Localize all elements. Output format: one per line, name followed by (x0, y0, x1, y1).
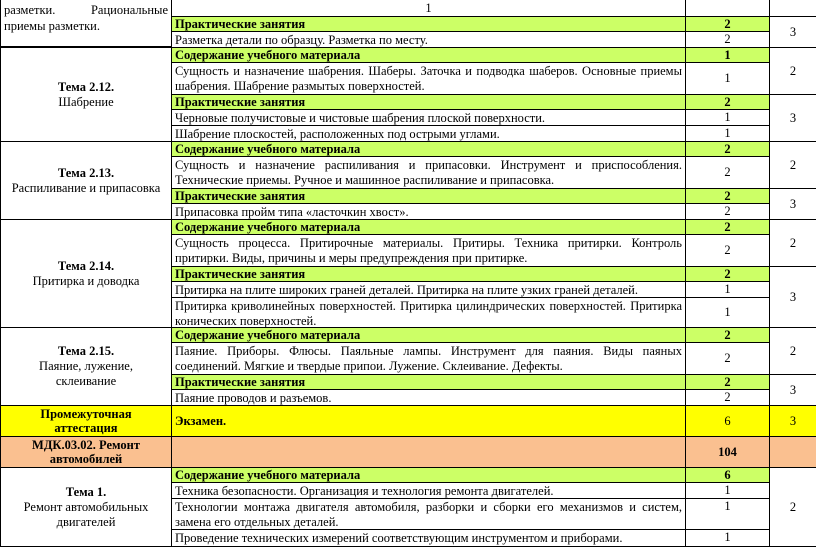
intro-topic-cell (0, 0, 172, 47)
hours-cell: 2 (685, 94, 770, 110)
hours-cell: 2 (685, 141, 770, 157)
hours-cell: 1 (685, 109, 770, 126)
header-blank-hours (685, 0, 770, 17)
lesson-text: Сущность процесса. Притирочные материалы. Притиры. Техника притирки. Контроль притирки. Виды, причины и меры предупреждения при притирке. (171, 234, 686, 267)
topic-1: Тема 1. Ремонт автомобильных двигателей (0, 467, 172, 547)
lesson-text: Паяние проводов и разъемов. (171, 389, 686, 406)
level-cell: 3 (769, 266, 816, 328)
lesson-text: Припасовка пройм типа «ласточкин хвост». (171, 203, 686, 220)
content-label: Содержание учебного материала (171, 467, 686, 483)
hours-cell: 2 (685, 327, 770, 343)
hours-cell: 1 (685, 498, 770, 530)
hours-cell: 1 (685, 482, 770, 499)
hours-cell: 1 (685, 62, 770, 95)
intermediate-attestation: Промежуточная аттестация (0, 405, 172, 437)
topic-2-13: Тема 2.13. Распиливание и припасовка (0, 141, 172, 220)
hours-cell: 1 (685, 125, 770, 142)
lesson-text: Проведение технических измерений соответствующим инструментом и приборами. (171, 529, 686, 547)
exam-label: Экзамен. (171, 405, 686, 437)
intro-text-b: Рациональные (90, 3, 168, 17)
lesson-text: Паяние. Приборы. Флюсы. Паяльные лампы. Инструмент для паяния. Виды паяных соединений. Мягкие и твердые припои. Лужение. Склеивание. Дефекты. (171, 342, 686, 375)
level-cell: 2 (769, 141, 816, 189)
hours-cell: 1 (685, 297, 770, 328)
topic-2-12: Тема 2.12. Шабрение (0, 47, 172, 142)
content-label: Содержание учебного материала (171, 219, 686, 235)
lesson-text: Разметка детали по образцу. Разметка по месту. (171, 31, 686, 48)
hours-cell: 2 (685, 188, 770, 204)
practice-label: Практические занятия (171, 374, 686, 390)
mdk-blank (171, 436, 686, 468)
lesson-text: Сущность и назначение распиливания и припасовки. Инструмент и приспособления. Технические приемы. Ручное и машинное распиливание и припасовка. (171, 156, 686, 189)
header-blank-level (769, 0, 816, 17)
hours-cell: 2 (685, 234, 770, 267)
mdk-level-blank (769, 436, 816, 468)
hours-cell: 1 (685, 47, 770, 63)
content-label: Содержание учебного материала (171, 47, 686, 63)
hours-cell: 2 (685, 219, 770, 235)
hours-cell: 2 (685, 342, 770, 375)
level-cell: 2 (769, 467, 816, 547)
intro-text-a: разметки. (4, 3, 56, 17)
content-label: Содержание учебного материала (171, 327, 686, 343)
hours-cell: 2 (685, 31, 770, 48)
hours-cell: 6 (685, 405, 770, 437)
topic-2-14: Тема 2.14. Притирка и доводка (0, 219, 172, 328)
hours-cell: 1 (685, 529, 770, 547)
practice-label: Практические занятия (171, 188, 686, 204)
hours-cell: 2 (685, 266, 770, 282)
level-cell: 3 (769, 16, 816, 48)
lesson-text: Сущность и назначение шабрения. Шаберы. Заточка и подводка шаберов. Основные приемы шабрения. Шабрение размытых поверхностей. (171, 62, 686, 95)
lesson-text: Черновые получистовые и чистовые шабрения плоской поверхности. (171, 109, 686, 126)
hours-cell: 1 (685, 281, 770, 298)
topic-2-15: Тема 2.15. Паяние, лужение, склеивание (0, 327, 172, 406)
lesson-text: Притирка криволинейных поверхностей. Притирка цилиндрических поверхностей. Притирка конических поверхностей. (171, 297, 686, 328)
intro-text-c: приемы разметки. (4, 19, 100, 33)
practice-label: Практические занятия (171, 94, 686, 110)
hours-cell: 2 (685, 374, 770, 390)
header-number: 1 (171, 0, 686, 17)
hours-cell: 2 (685, 203, 770, 220)
hours-cell: 2 (685, 156, 770, 189)
level-cell: 2 (769, 219, 816, 267)
practice-label: Практические занятия (171, 16, 686, 32)
hours-cell: 2 (685, 389, 770, 406)
level-cell: 2 (769, 327, 816, 375)
lesson-text: Технологии монтажа двигателя автомобиля, разборки и сборки его механизмов и систем, замена его отдельных деталей. (171, 498, 686, 530)
lesson-text: Техника безопасности. Организация и технология ремонта двигателей. (171, 482, 686, 499)
hours-cell: 2 (685, 16, 770, 32)
level-cell: 3 (769, 405, 816, 437)
mdk-03-02: МДК.03.02. Ремонт автомобилей (0, 436, 172, 468)
content-label: Содержание учебного материала (171, 141, 686, 157)
mdk-hours: 104 (685, 436, 770, 468)
practice-label: Практические занятия (171, 266, 686, 282)
hours-cell: 6 (685, 467, 770, 483)
level-cell: 3 (769, 94, 816, 142)
level-cell: 3 (769, 188, 816, 220)
lesson-text: Шабрение плоскостей, расположенных под острыми углами. (171, 125, 686, 142)
level-cell: 2 (769, 47, 816, 95)
level-cell: 3 (769, 374, 816, 406)
lesson-text: Притирка на плите широких граней деталей. Притирка на плите узких граней деталей. (171, 281, 686, 298)
